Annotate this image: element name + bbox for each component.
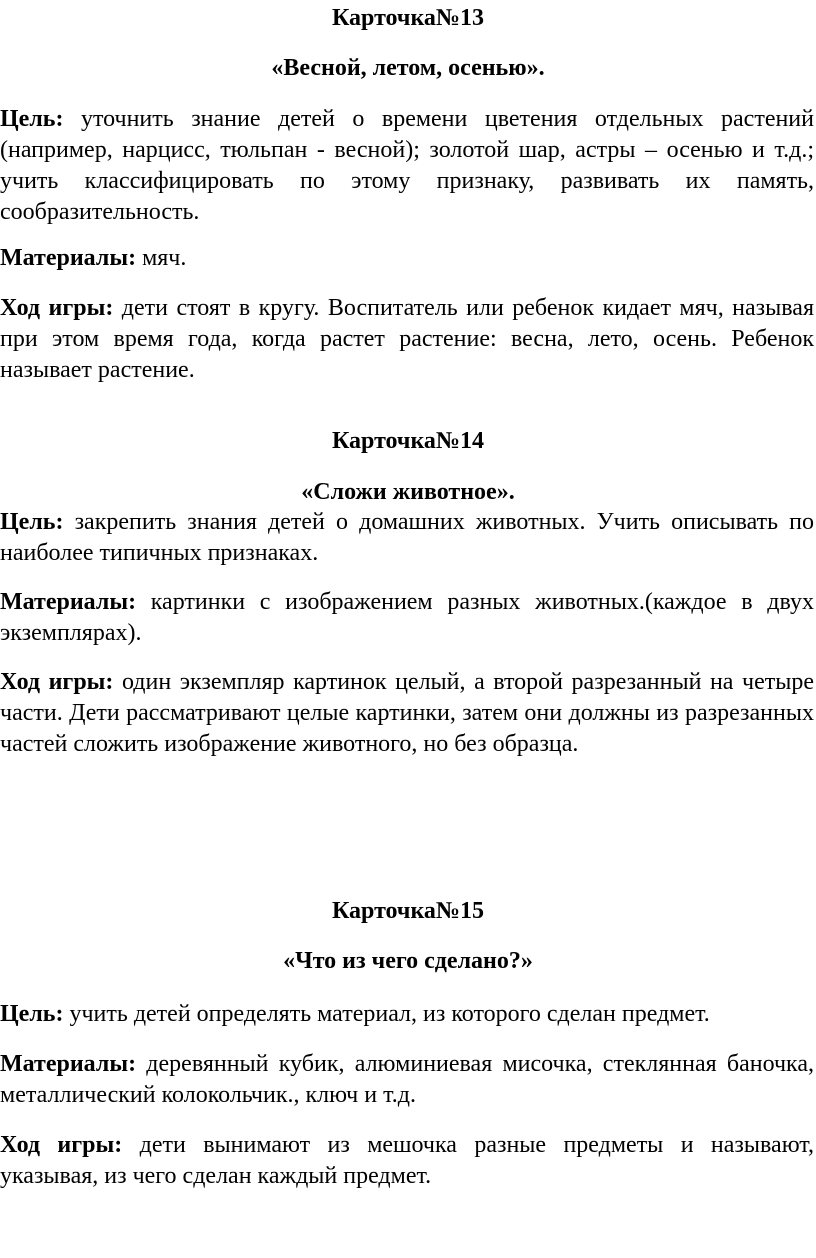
materials-paragraph <box>0 243 816 274</box>
materials-paragraph <box>0 1049 816 1111</box>
game-paragraph <box>0 1130 816 1192</box>
goal-text: закрепить знания детей о домашних животных. Учить описывать по наиболее типичных признаках. <box>0 509 814 566</box>
game-label: Ход игры: <box>0 669 114 695</box>
game-text: дети вынимают из мешочка разные предметы и называют, указывая, из чего сделан каждый предмет. <box>0 1132 814 1189</box>
card-title: Карточка№13 <box>331 5 485 31</box>
game-text: один экземпляр картинок целый, а второй разрезанный на четыре части. Дети рассматривают целые картинки, затем они должны из разрезанных частей сложить изображение животного, но без образца. <box>0 669 814 757</box>
game-label: Ход игры: <box>0 295 114 321</box>
goal-label: Цель: <box>0 509 64 535</box>
game-text: дети стоят в кругу. Воспитатель или ребенок кидает мяч, называя при этом время года, когда растет растение: весна, лето, осень. Ребенок называет растение. <box>0 295 814 383</box>
goal-paragraph <box>0 507 816 569</box>
card-title: Карточка№15 <box>331 898 485 924</box>
materials-label: Материалы: <box>0 1051 137 1077</box>
goal-text: учить детей определять материал, из которого сделан предмет. <box>63 1001 710 1027</box>
materials-text: картинки с изображением разных животных.(каждое в двух экземплярах). <box>0 589 814 646</box>
card-subtitle: «Что из чего сделано?» <box>283 948 533 974</box>
materials-paragraph <box>0 587 816 649</box>
goal-label: Цель: <box>0 1001 64 1027</box>
goal-text: уточнить знание детей о времени цветения отдельных растений (например, нарцисс, тюльпан - весной); золотой шар, астры – осенью и т.д.; учить классифицировать по этому признаку, развивать их память, сообразительность. <box>0 106 814 225</box>
goal-paragraph <box>0 999 816 1030</box>
goal-paragraph <box>0 104 816 228</box>
materials-label: Материалы: <box>0 589 137 615</box>
game-paragraph <box>0 667 816 760</box>
card-title: Карточка№14 <box>331 428 485 454</box>
materials-label: Материалы: <box>0 245 137 271</box>
goal-label: Цель: <box>0 106 64 132</box>
card-subtitle: «Весной, летом, осенью». <box>271 55 545 81</box>
card-subtitle: «Сложи животное». <box>301 479 515 505</box>
materials-text: деревянный кубик, алюминиевая мисочка, стеклянная баночка, металлический колокольчик., ключ и т.д. <box>0 1051 814 1108</box>
materials-text: мяч. <box>136 245 187 271</box>
game-label: Ход игры: <box>0 1132 123 1158</box>
game-paragraph <box>0 293 816 386</box>
